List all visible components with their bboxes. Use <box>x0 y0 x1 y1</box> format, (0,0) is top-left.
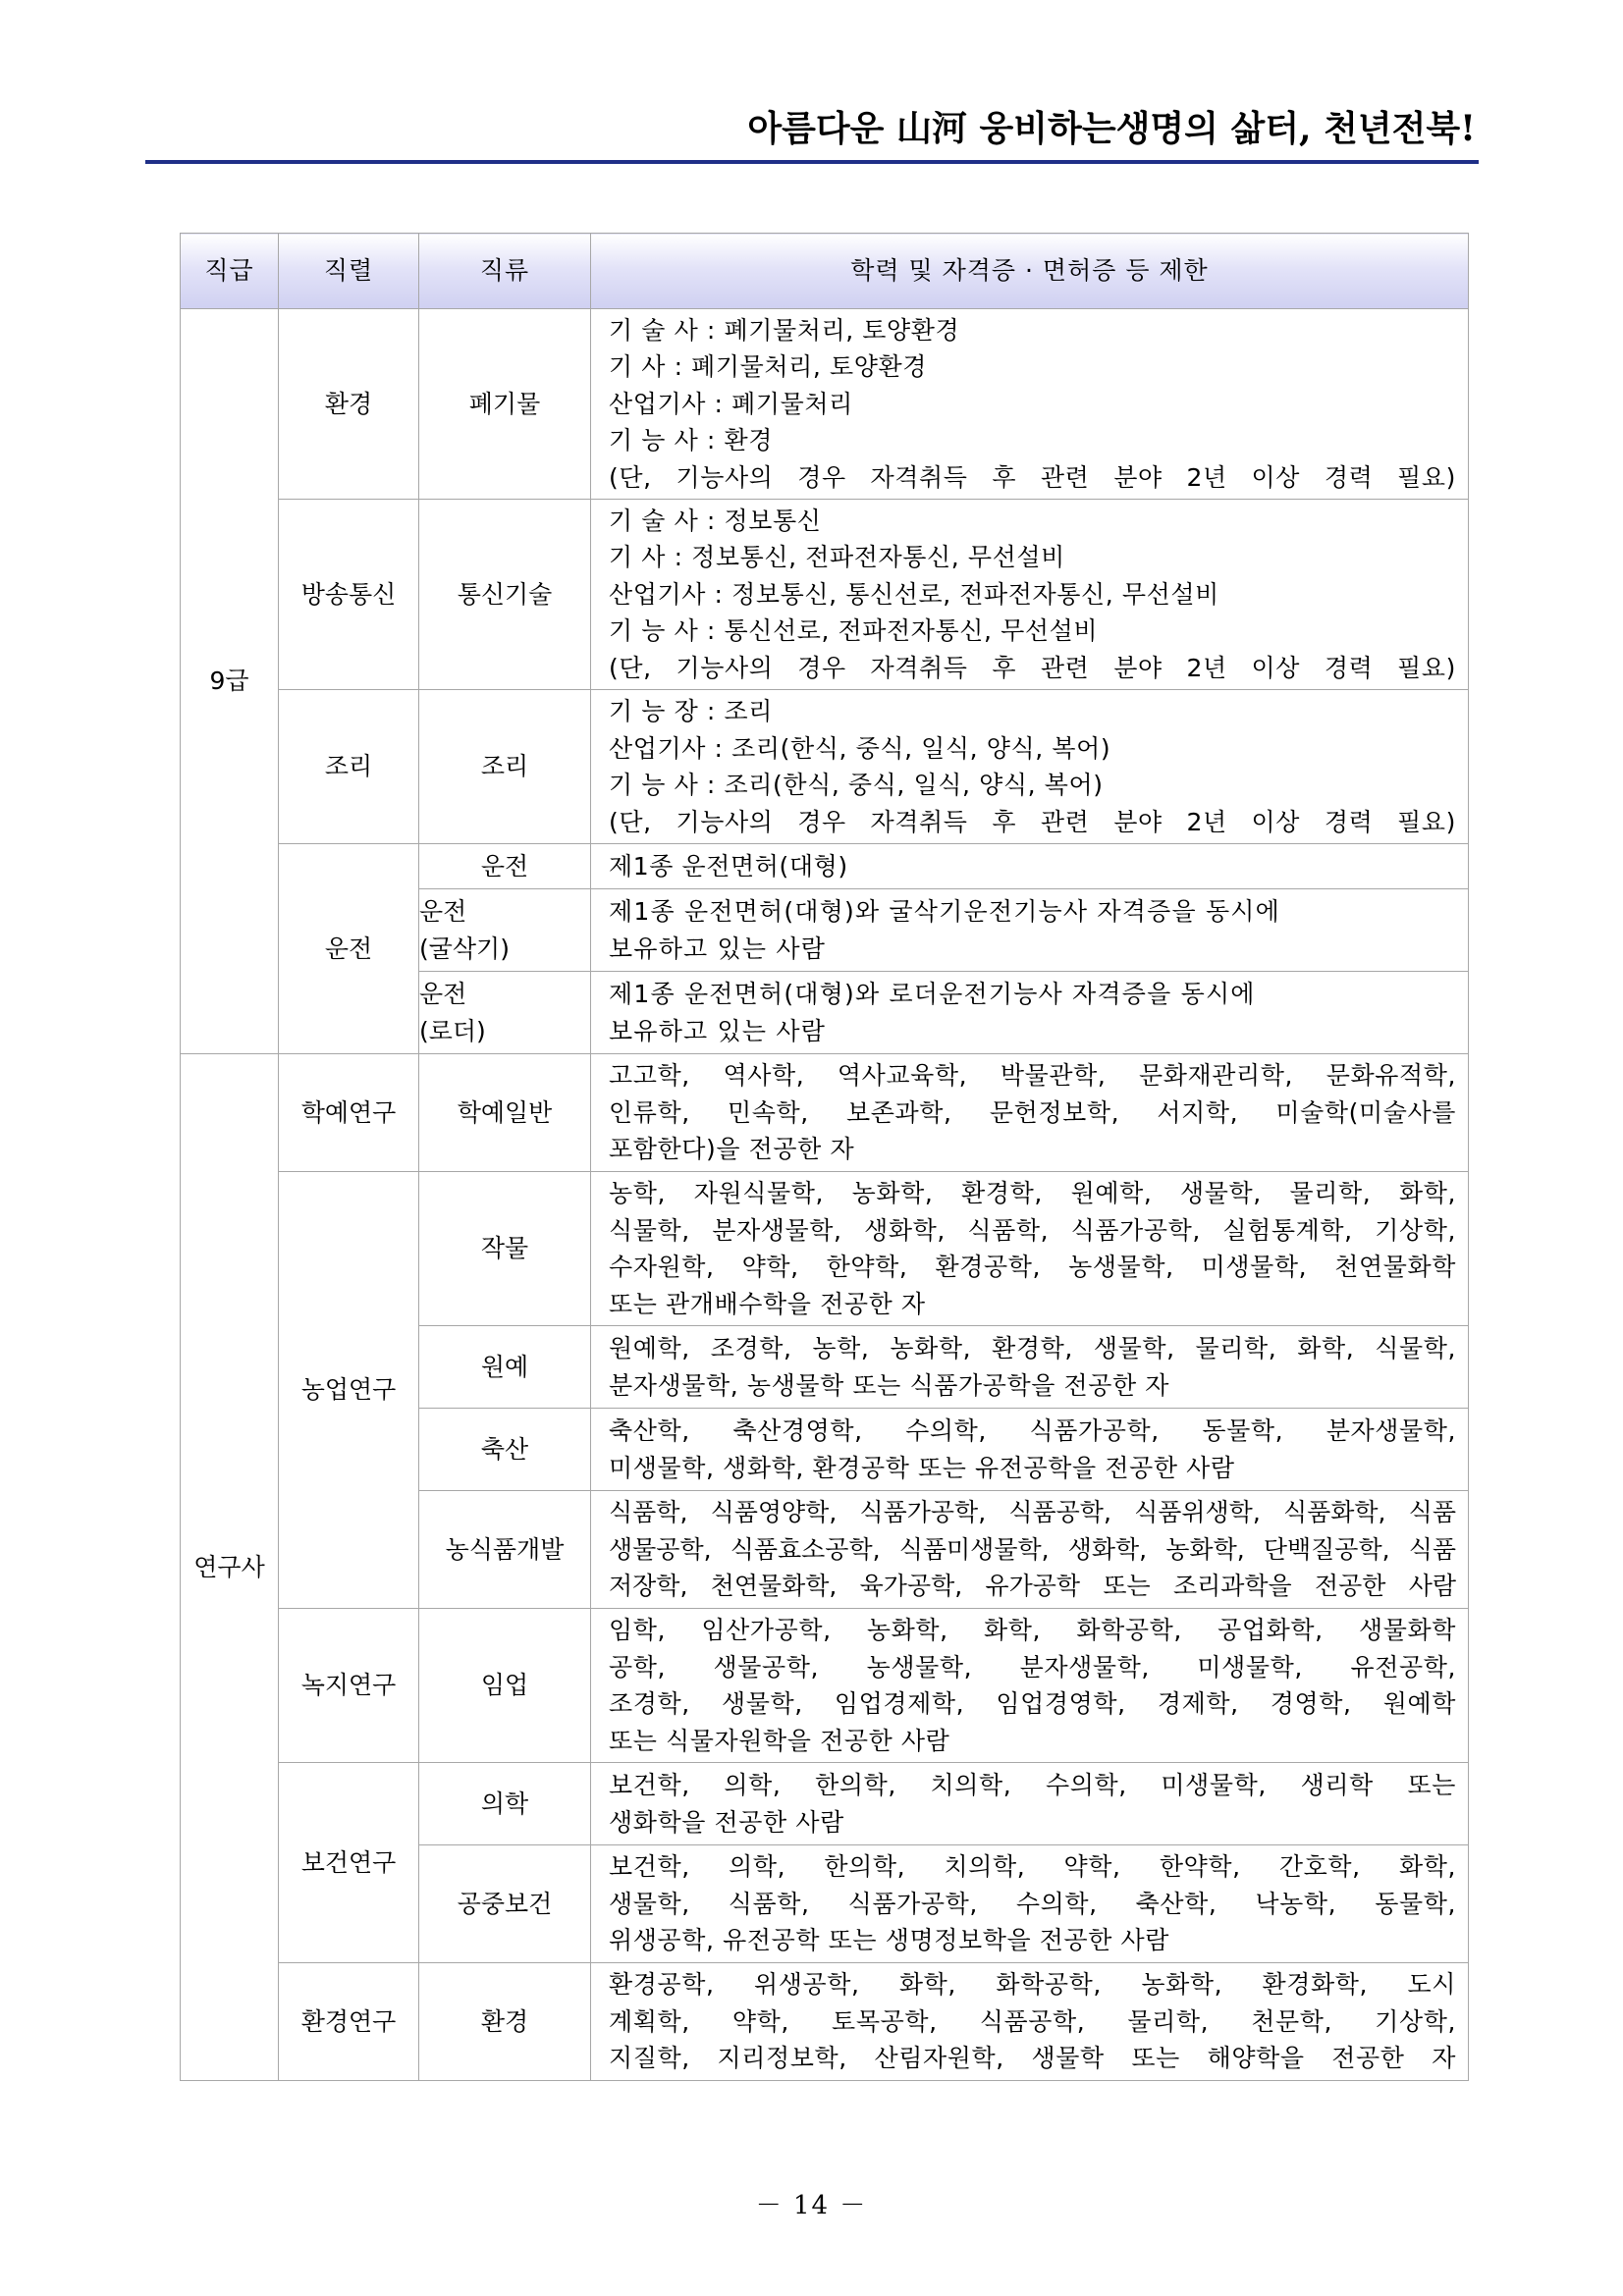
series-env-research: 환경연구 <box>279 1963 419 2081</box>
table-header-row <box>181 234 1469 309</box>
qual-livestock: 축산학, 축산경영학, 수의학, 식품가공학, 동물학, 분자생물학, 미생물학, 생화학, 환경공학 또는 유전공학을 전공한 사람 <box>591 1409 1469 1491</box>
table-row <box>181 1609 1469 1763</box>
series-cook: 조리 <box>279 690 419 844</box>
header-rule <box>145 160 1479 164</box>
type-agrofood: 농식품개발 <box>419 1491 591 1609</box>
qual-telecom: 기 술 사 : 정보통신 기 사 : 정보통신, 전파전자통신, 무선설비 산업기사 : 정보통신, 통신선로, 전파전자통신, 무선설비 기 능 사 : 통신선로, 전파전자통신, 무선설비 (단, 기능사의 경우 자격취득 후 관련 분야 2년 이상 경력 필요) <box>591 500 1469 690</box>
table-row <box>181 844 1469 889</box>
type-drive: 운전 <box>419 844 591 889</box>
series-curator: 학예연구 <box>279 1054 419 1172</box>
table-row <box>181 690 1469 844</box>
type-drive-loader: 운전 (로더) <box>419 972 591 1054</box>
table-row <box>181 1963 1469 2081</box>
series-green: 녹지연구 <box>279 1609 419 1763</box>
qual-medicine: 보건학, 의학, 한의학, 치의학, 수의학, 미생물학, 생리학 또는 생화학을 전공한 사람 <box>591 1763 1469 1845</box>
type-livestock: 축산 <box>419 1409 591 1491</box>
type-drive-excavator: 운전 (굴삭기) <box>419 889 591 972</box>
qual-drive-loader: 제1종 운전면허(대형)와 로더운전기능사 자격증을 동시에 보유하고 있는 사람 <box>591 972 1469 1054</box>
header-qualification: 학력 및 자격증 · 면허증 등 제한 <box>591 234 1469 309</box>
table-row <box>181 309 1469 500</box>
qual-horticulture: 원예학, 조경학, 농학, 농화학, 환경학, 생물학, 물리학, 화학, 식물학, 분자생물학, 농생물학 또는 식품가공학을 전공한 자 <box>591 1326 1469 1409</box>
header-slogan: 아름다운 山河 웅비하는생명의 삶터, 천년전북! <box>747 108 1476 149</box>
series-env: 환경 <box>279 309 419 500</box>
table-row <box>181 500 1469 690</box>
series-drive: 운전 <box>279 844 419 1054</box>
grade-9: 9급 <box>181 309 279 1054</box>
qual-env: 환경공학, 위생공학, 화학, 화학공학, 농화학, 환경화학, 도시 계획학, 약학, 토목공학, 식품공학, 물리학, 천문학, 기상학, 지질학, 지리정보학, 산림자원학, 생물학 또는 해양학을 전공한 자 <box>591 1963 1469 2081</box>
type-forestry: 임업 <box>419 1609 591 1763</box>
series-agri: 농업연구 <box>279 1172 419 1609</box>
page-number: － 14 － <box>755 2191 868 2220</box>
qualification-table <box>180 233 1469 2081</box>
type-horticulture: 원예 <box>419 1326 591 1409</box>
table-row <box>181 1054 1469 1172</box>
series-health: 보건연구 <box>279 1763 419 1963</box>
qual-public-health: 보건학, 의학, 한의학, 치의학, 약학, 한약학, 간호학, 화학, 생물학, 식품학, 식품가공학, 수의학, 축산학, 낙농학, 동물학, 위생공학, 유전공학 또는 생명정보학을 전공한 사람 <box>591 1845 1469 1963</box>
qual-drive-excavator: 제1종 운전면허(대형)와 굴삭기운전기능사 자격증을 동시에 보유하고 있는 사람 <box>591 889 1469 972</box>
type-crop: 작물 <box>419 1172 591 1326</box>
qual-forestry: 임학, 임산가공학, 농화학, 화학, 화학공학, 공업화학, 생물화학 공학, 생물공학, 농생물학, 분자생물학, 미생물학, 유전공학, 조경학, 생물학, 임업경제학, 임업경영학, 경제학, 경영학, 원예학 또는 식물자원학을 전공한 사람 <box>591 1609 1469 1763</box>
type-public-health: 공중보건 <box>419 1845 591 1963</box>
qual-curator: 고고학, 역사학, 역사교육학, 박물관학, 문화재관리학, 문화유적학, 인류학, 민속학, 보존과학, 문헌정보학, 서지학, 미술학(미술사를 포함한다)을 전공한 자 <box>591 1054 1469 1172</box>
qual-crop: 농학, 자원식물학, 농화학, 환경학, 원예학, 생물학, 물리학, 화학, 식물학, 분자생물학, 생화학, 식품학, 식품가공학, 실험통계학, 기상학, 수자원학, 약학, 한약학, 환경공학, 농생물학, 미생물학, 천연물화학 또는 관개배수학을 전공한 자 <box>591 1172 1469 1326</box>
series-broadcast: 방송통신 <box>279 500 419 690</box>
header-series: 직렬 <box>279 234 419 309</box>
header-type: 직류 <box>419 234 591 309</box>
table-row <box>181 1172 1469 1326</box>
qual-waste: 기 술 사 : 폐기물처리, 토양환경 기 사 : 폐기물처리, 토양환경 산업기사 : 폐기물처리 기 능 사 : 환경 (단, 기능사의 경우 자격취득 후 관련 분야 2년 이상 경력 필요) <box>591 309 1469 500</box>
qual-drive: 제1종 운전면허(대형) <box>591 844 1469 889</box>
type-curator: 학예일반 <box>419 1054 591 1172</box>
type-medicine: 의학 <box>419 1763 591 1845</box>
type-waste: 폐기물 <box>419 309 591 500</box>
type-cook: 조리 <box>419 690 591 844</box>
table-row <box>181 1763 1469 1845</box>
type-env: 환경 <box>419 1963 591 2081</box>
header-grade: 직급 <box>181 234 279 309</box>
qual-agrofood: 식품학, 식품영양학, 식품가공학, 식품공학, 식품위생학, 식품화학, 식품 생물공학, 식품효소공학, 식품미생물학, 생화학, 농화학, 단백질공학, 식품 저장학, 천연물화학, 육가공학, 유가공학 또는 조리과학을 전공한 사람 <box>591 1491 1469 1609</box>
type-telecom: 통신기술 <box>419 500 591 690</box>
grade-researcher: 연구사 <box>181 1054 279 2081</box>
qual-cook: 기 능 장 : 조리 산업기사 : 조리(한식, 중식, 일식, 양식, 복어) 기 능 사 : 조리(한식, 중식, 일식, 양식, 복어) (단, 기능사의 경우 자격취득 후 관련 분야 2년 이상 경력 필요) <box>591 690 1469 844</box>
